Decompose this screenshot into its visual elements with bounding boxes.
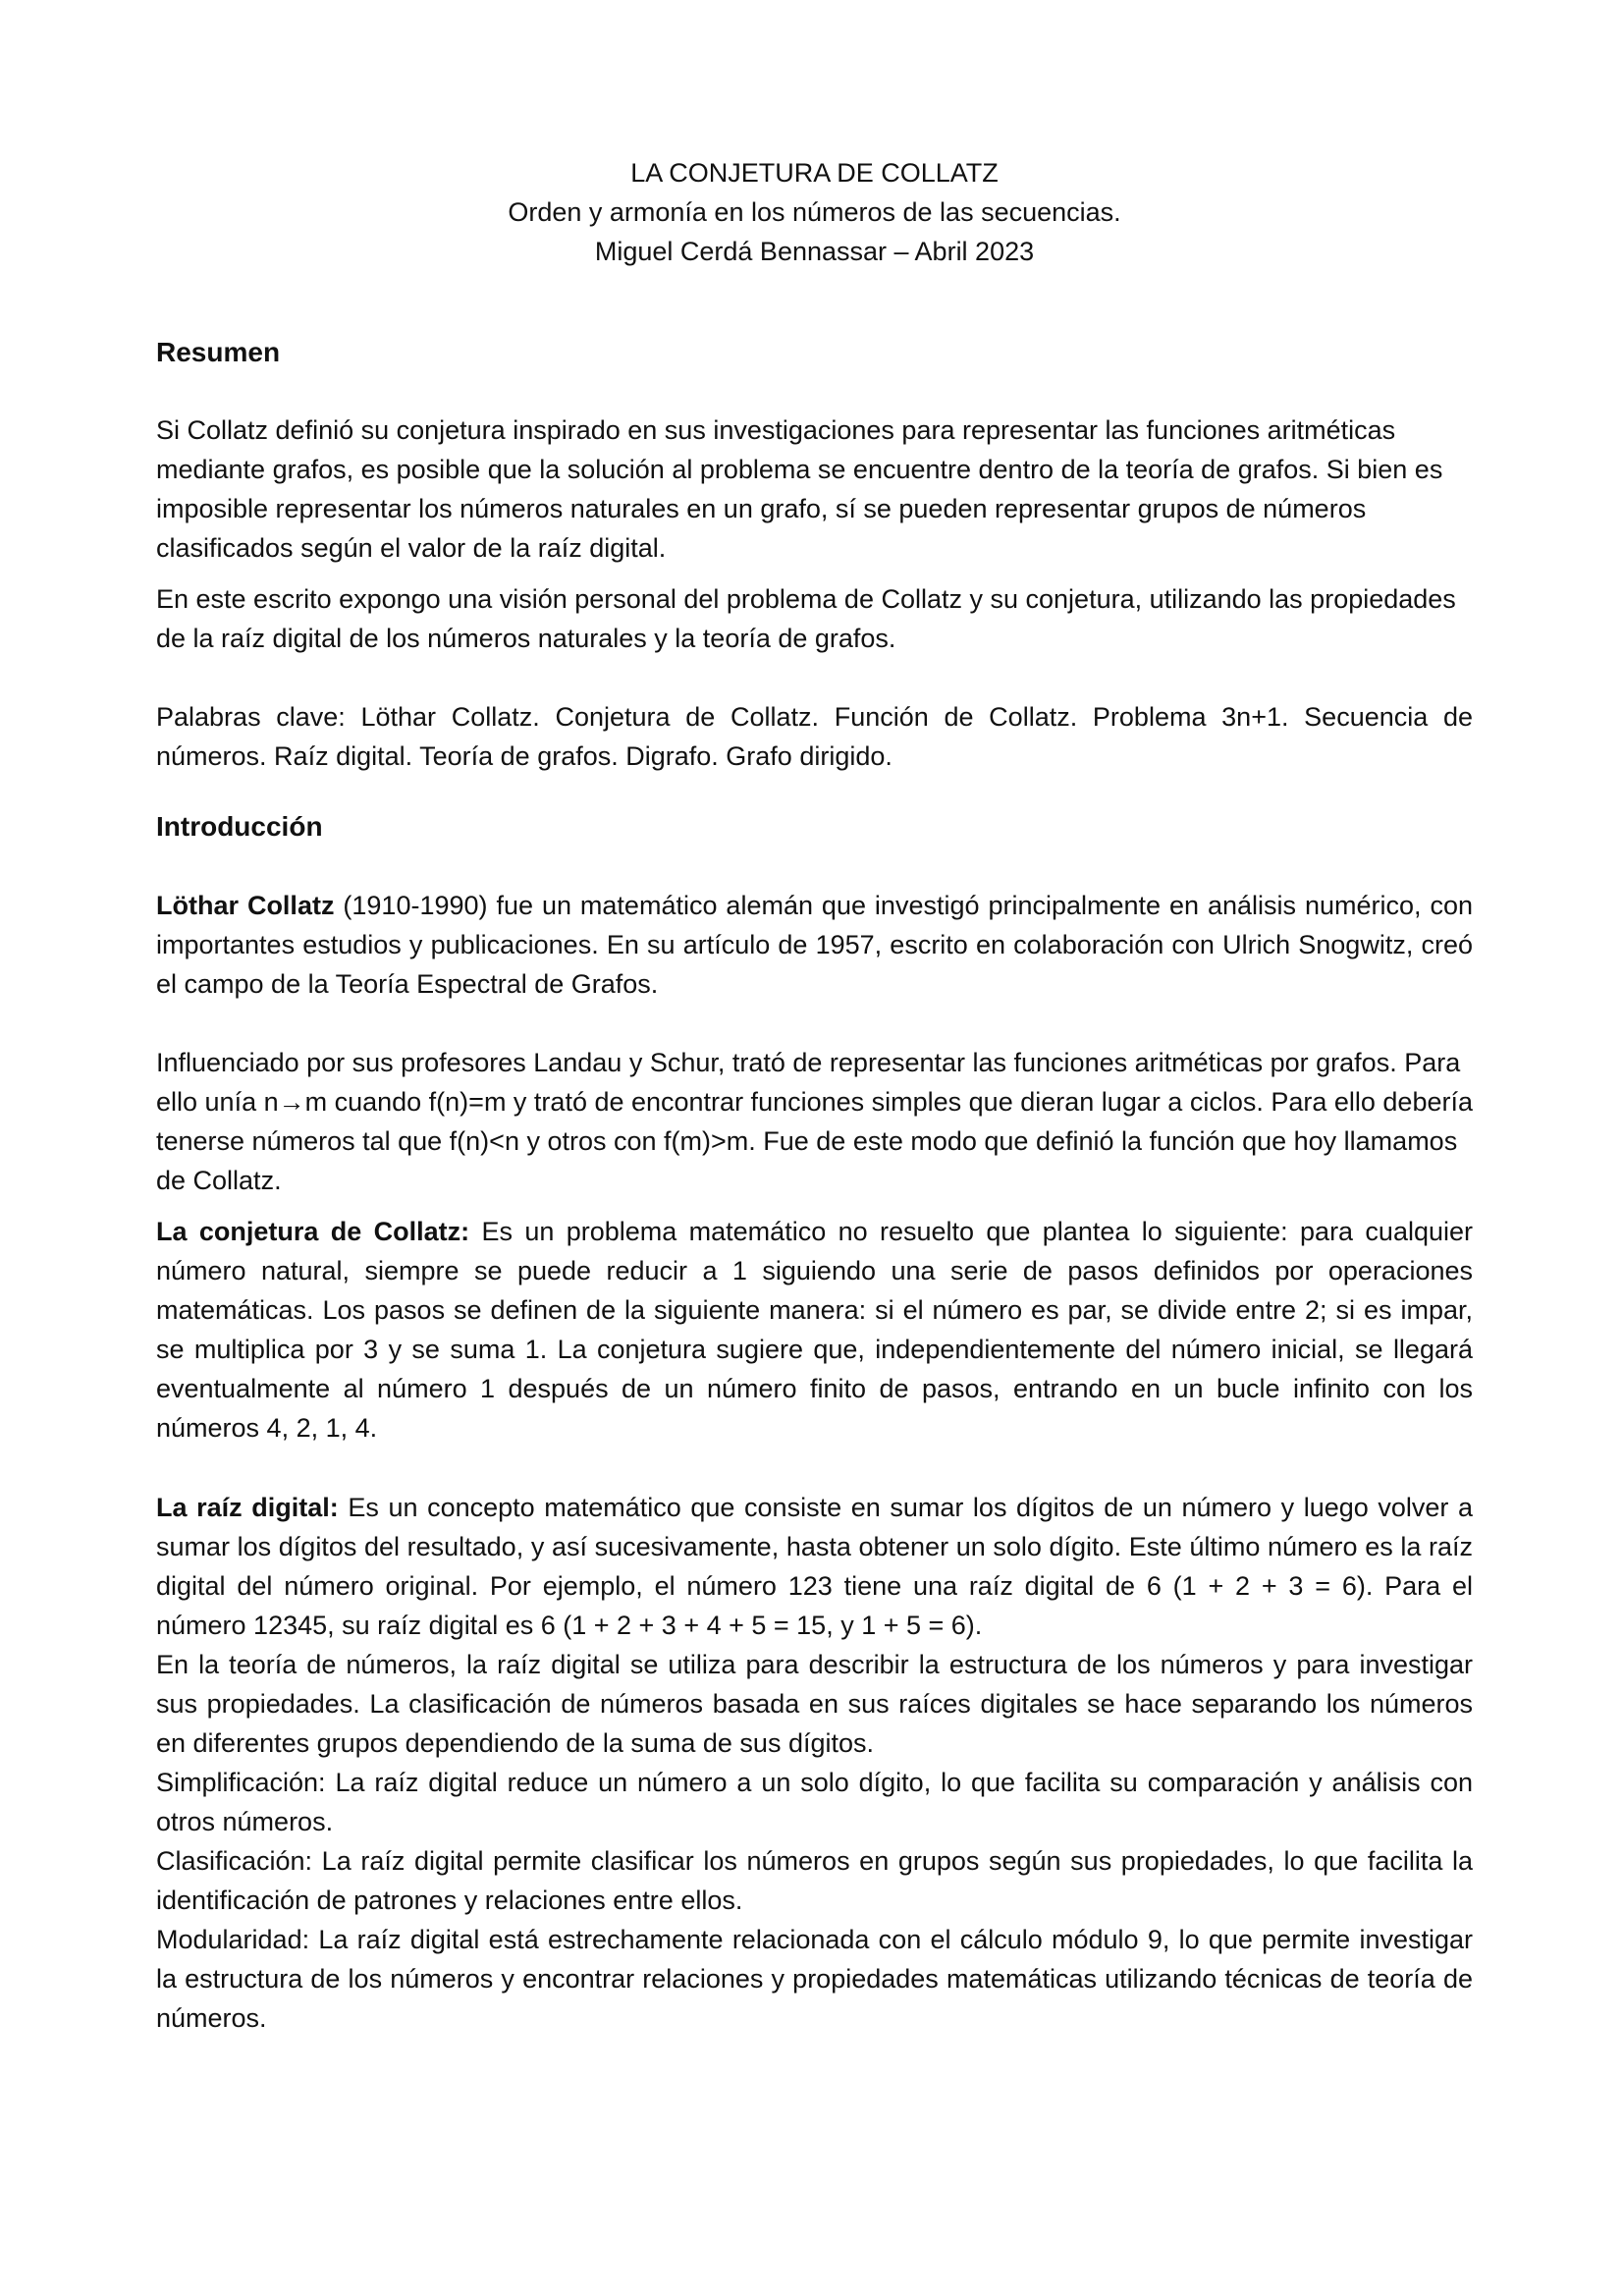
document-subtitle: Orden y armonía en los números de las secuencias. xyxy=(508,197,1121,227)
bold-term: La raíz digital: xyxy=(156,1493,339,1522)
abstract-paragraph: Si Collatz definió su conjetura inspirado en sus investigaciones para representar las funciones aritméticas mediante grafos, es posible que la solución al problema se encuentre dentro de la teoría de grafos. Si bien es imposible representar los números naturales en un grafo, sí se pueden representar grupos de números clasificados según el valor de la raíz digital. xyxy=(156,415,1443,563)
collatz-bio-paragraph xyxy=(156,886,1473,1004)
section-heading-introduccion: Introducción xyxy=(156,811,323,842)
number-theory-paragraph: En la teoría de números, la raíz digital se utiliza para describir la estructura de los números y para investigar sus propiedades. La clasificación de números basada en sus raíces digitales se hace separando los números en diferentes grupos dependiendo de la suma de sus dígitos. xyxy=(156,1650,1473,1758)
conjecture-paragraph xyxy=(156,1212,1473,1448)
simplification-paragraph: Simplificación: La raíz digital reduce un número a un solo dígito, lo que facilita su comparación y análisis con otros números. xyxy=(156,1768,1473,1836)
author-line: Miguel Cerdá Bennassar – Abril 2023 xyxy=(594,237,1035,266)
bold-term: Löthar Collatz xyxy=(156,891,335,920)
paragraph-text: Es un concepto matemático que consiste en sumar los dígitos de un número y luego volver a sumar los dígitos del resultado, y así sucesivamente, hasta obtener un solo dígito. Este último número es la raíz digital del número original. Por ejemplo, el número 123 tiene una raíz digital de 6 (1 + 2 + 3 = 6). Para el número 12345, su raíz digital es 6 (1 + 2 + 3 + 4 + 5 = 15, y 1 + 5 = 6). xyxy=(156,1493,1474,1640)
influence-paragraph: Influenciado por sus profesores Landau y Schur, trató de representar las funciones aritméticas por grafos. Para ello unía n→m cuando f(n)=m y trató de encontrar funciones simples que dieran lugar a ciclos. Para ello debería tenerse números tal que f(n)<n y otros con f(m)>m. Fue de este modo que definió la función que hoy llamamos de Collatz. xyxy=(156,1048,1473,1195)
document-title: LA CONJETURA DE COLLATZ xyxy=(630,158,999,188)
section-heading-resumen: Resumen xyxy=(156,337,281,367)
paragraph-text: (1910-1990) fue un matemático alemán que investigó principalmente en análisis numérico, con importantes estudios y publicaciones. En su artículo de 1957, escrito en colaboración con Ulrich Snogwitz, creó el campo de la Teoría Espectral de Grafos. xyxy=(156,891,1473,999)
digital-root-paragraph xyxy=(156,1488,1473,1645)
modularity-paragraph: Modularidad: La raíz digital está estrechamente relacionada con el cálculo módulo 9, lo que permite investigar la estructura de los números y encontrar relaciones y propiedades matemáticas utilizando técnicas de teoría de números. xyxy=(156,1925,1473,2033)
classification-paragraph: Clasificación: La raíz digital permite clasificar los números en grupos según sus propiedades, lo que facilita la identificación de patrones y relaciones entre ellos. xyxy=(156,1846,1473,1915)
document-header xyxy=(156,153,1473,271)
paragraph-text: Es un problema matemático no resuelto que plantea lo siguiente: para cualquier número natural, siempre se puede reducir a 1 siguiendo una serie de pasos definidos por operaciones matemáticas. Los pasos se definen de la siguiente manera: si el número es par, se divide entre 2; si es impar, se multiplica por 3 y se suma 1. La conjetura sugiere que, independientemente del número inicial, se llegará eventualmente al número 1 después de un número finito de pasos, entrando en un bucle infinito con los números 4, 2, 1, 4. xyxy=(156,1217,1474,1443)
keywords-paragraph: Palabras clave: Löthar Collatz. Conjetura de Collatz. Función de Collatz. Problema 3n+1. Secuencia de números. Raíz digital. Teoría de grafos. Digrafo. Grafo dirigido. xyxy=(156,702,1473,771)
bold-term: La conjetura de Collatz: xyxy=(156,1217,470,1246)
abstract-paragraph: En este escrito expongo una visión personal del problema de Collatz y su conjetura, utilizando las propiedades de la raíz digital de los números naturales y la teoría de grafos. xyxy=(156,584,1456,653)
